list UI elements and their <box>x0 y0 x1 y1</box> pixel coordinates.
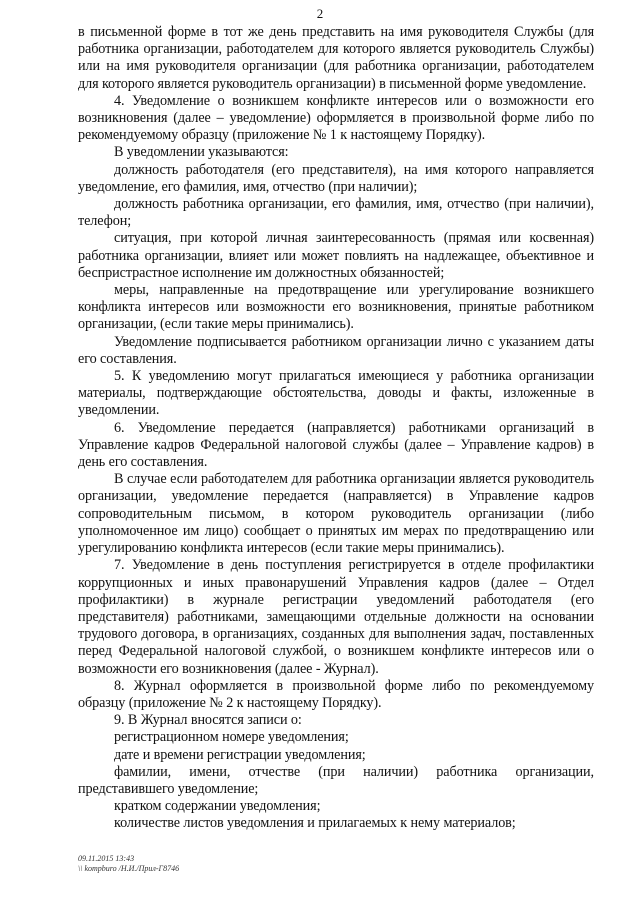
paragraph: ситуация, при которой личная заинтересованность (прямая или косвенная) работника организации, влияет или может повлиять на надлежащее, объективное и беспристрастное исполнение им должностных обязанностей; <box>78 230 594 281</box>
paragraph: 5. К уведомлению могут прилагаться имеющиеся у работника организации материалы, подтверждающие обстоятельства, доводы и факты, изложенные в уведомлении. <box>78 368 594 419</box>
paragraph: 4. Уведомление о возникшем конфликте интересов или о возможности его возникновения (далее – уведомление) оформляется в произвольной форме либо по рекомендуемому образцу (приложение № 1 к настоящему Порядку). <box>78 92 594 144</box>
footer-file-path: \\ kompburo /Н.И./Прил-Г8746 <box>78 864 180 873</box>
paragraph: 9. В Журнал вносятся записи о: <box>114 712 302 729</box>
paragraph: фамилии, имени, отчестве (при наличии) работника организации, представившего уведомление; <box>78 763 594 797</box>
paragraph: должность работодателя (его представителя), на имя которого направляется уведомление, его фамилия, имя, отчество (при наличии); <box>78 161 594 195</box>
paragraph: Уведомление подписывается работником организации лично с указанием даты его составления. <box>78 333 594 367</box>
footer-timestamp: 09.11.2015 13:43 <box>78 854 135 863</box>
paragraph: В уведомлении указываются: <box>114 144 289 161</box>
paragraph: количестве листов уведомления и прилагаемых к нему материалов; <box>114 815 516 832</box>
paragraph: 8. Журнал оформляется в произвольной форме либо по рекомендуемому образцу (приложение № 2 к настоящему Порядку). <box>78 677 594 711</box>
paragraph: 6. Уведомление передается (направляется) работниками организаций в Управление кадров Федеральной налоговой службы (далее – Управление кадров) в день его составления. <box>78 419 594 471</box>
paragraph: дате и времени регистрации уведомления; <box>114 746 366 763</box>
paragraph: в письменной форме в тот же день представить на имя руководителя Службы (для работника организации, работодателем для которого является руководитель Службы) или на имя руководителя организации (для работника организации, работодателем для которого является руководитель организации) в письменной форме уведомление. <box>78 24 594 92</box>
paragraph: регистрационном номере уведомления; <box>114 729 349 746</box>
document-footer <box>78 854 179 874</box>
paragraph: меры, направленные на предотвращение или урегулирование возникшего конфликта интересов или возможности его возникновения, принятые работником организации, (если такие меры принимались). <box>78 282 594 333</box>
document-body <box>78 24 594 833</box>
paragraph: 7. Уведомление в день поступления регистрируется в отделе профилактики коррупционных и иных правонарушений Управления кадров (далее – Отдел профилактики) в журнале регистрации уведомлений работодателя (его представителя) работниками, замещающими отдельные должности на основании трудового договора, в организациях, созданных для выполнения задач, поставленных перед Федеральной налоговой службой, о возникшем конфликте интересов или о возможности его возникновения (далее - Журнал). <box>78 557 594 677</box>
paragraph: должность работника организации, его фамилия, имя, отчество (при наличии), телефон; <box>78 196 594 230</box>
paragraph: В случае если работодателем для работника организации является руководитель организации, уведомление передается (направляется) в Управление кадров сопроводительным письмом, в котором руководитель организации (либо уполномоченное им лицо) сообщает о принятых им мерах по предотвращению или урегулированию конфликта интересов (если такие меры принимались). <box>78 471 594 557</box>
paragraph: кратком содержании уведомления; <box>114 798 321 815</box>
page-number: 2 <box>316 6 324 21</box>
